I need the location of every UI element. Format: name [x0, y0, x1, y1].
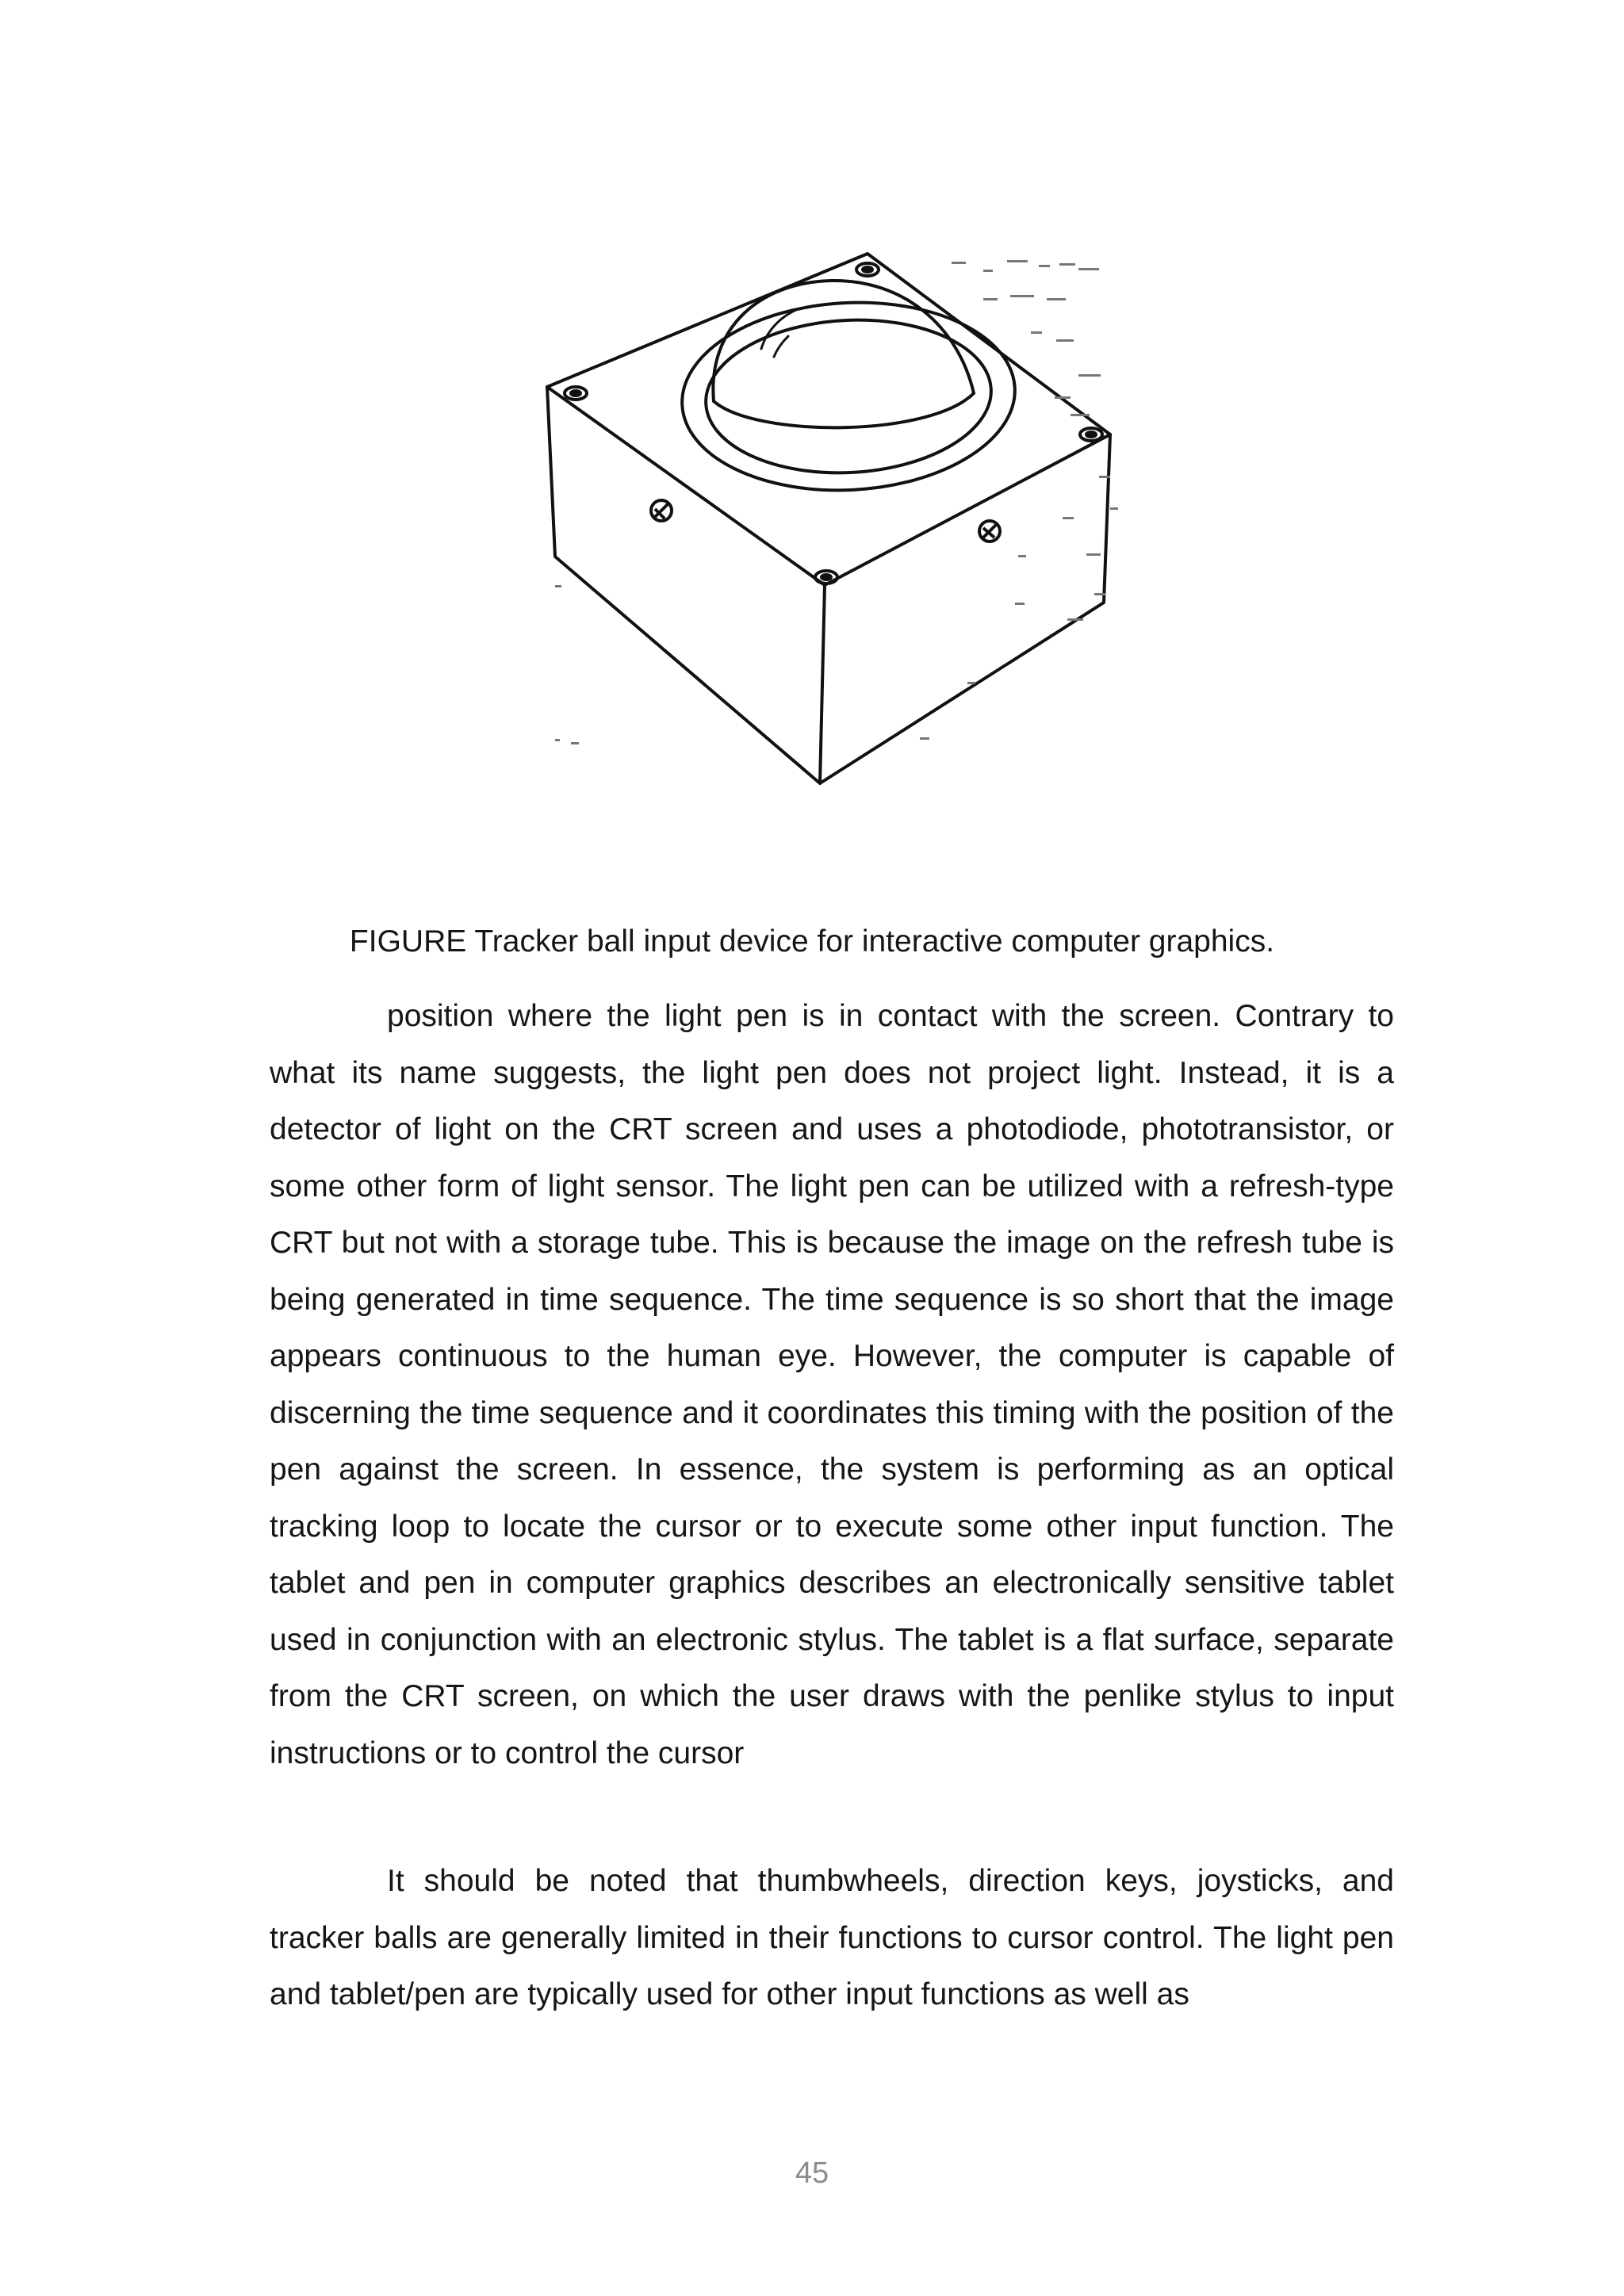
corner-screws	[565, 263, 1102, 584]
scan-noise	[555, 260, 1118, 744]
figure-caption: FIGURE Tracker ball input device for interactive computer graphics.	[349, 924, 1275, 959]
tracker-ball-illustration	[523, 238, 1158, 825]
body-paragraph: It should be noted that thumbwheels, direction keys, joysticks, and tracker balls are generally limited in their functions to cursor control. The light pen and tablet/pen are typically used for other input functions as well as	[270, 1864, 1394, 2011]
dome-base	[714, 393, 974, 427]
right-side-face	[820, 434, 1110, 783]
tracker-ball-figure	[523, 238, 1158, 825]
page-number: 45	[795, 2156, 829, 2190]
dome	[713, 281, 974, 401]
left-side-face	[547, 387, 825, 783]
body-paragraph: position where the light pen is in contact with the screen. Contrary to what its name suggests, the light pen does not project light. Instead, it is a detector of light on the CRT screen and uses a photodiode, phototransistor, or some other form of light sensor. The light pen can be utilized with a refresh-type CRT but not with a storage tube. This is because the image on the refresh tube is being generated in time sequence. The time sequence is so short that the image appears continuous to the human eye. However, the computer is capable of discerning the time sequence and it coordinates this timing with the position of the pen against the screen. In essence, the system is performing as an optical tracking loop to locate the cursor or to execute some other input function. The tablet and pen in computer graphics describes an electronically sensitive tablet used in conjunction with an electronic stylus. The tablet is a flat surface, separate from the CRT screen, on which the user draws with the penlike stylus to input instructions or to control the cursor	[270, 999, 1394, 1770]
